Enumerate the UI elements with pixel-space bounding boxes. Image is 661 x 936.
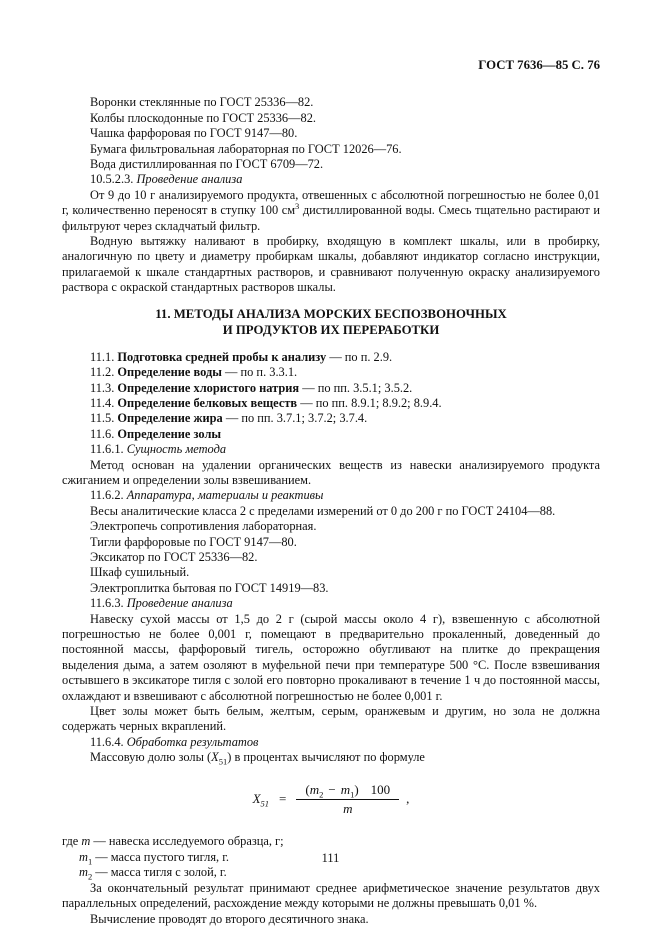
section-title: Сущность метода [126, 442, 227, 457]
paragraph-sample-prep [62, 188, 600, 234]
formula-lhs-var: X [252, 791, 261, 807]
paragraph-text: дистиллированной воды. Смесь тщательно растирают и фильтруют через складчатый фильтр. [62, 203, 600, 233]
equals-sign: = [279, 791, 287, 807]
item-ref: — по п. 2.9. [326, 349, 393, 364]
legend-desc: — масса пустого тигля, г. [92, 849, 229, 864]
running-header: ГОСТ 7636—85 С. 76 [478, 58, 600, 72]
minus-sign: − [328, 781, 336, 797]
item-ref: — по пп. 3.5.1; 3.5.2. [299, 380, 413, 395]
fraction [296, 782, 399, 817]
fraction-numerator [296, 782, 399, 800]
fraction-denominator: m [343, 801, 353, 817]
formula-intro-text: Массовую долю золы ( [90, 750, 212, 765]
legend-symbol: m [79, 849, 88, 864]
section-title: Обработка результатов [126, 734, 259, 749]
item-title: Определение воды [117, 365, 222, 380]
item-number: 11.6. [90, 426, 118, 441]
paragraph-text: От 9 до 10 г анализируемого продукта, отвешенных с абсолютной погрешностью не более 0,01 г, количественно переносят в ступку 100 см [62, 187, 600, 218]
page-number: 111 [321, 850, 340, 865]
method-item-11-5 [62, 411, 600, 426]
section-title: Проведение анализа [136, 172, 243, 187]
method-item-11-2 [62, 365, 600, 380]
constant-100: 100 [370, 781, 391, 797]
formula-variable: X [211, 750, 219, 765]
paren-open: ( [305, 781, 310, 797]
item-ref: — по п. 3.3.1. [221, 365, 298, 380]
formula-variable-subscript: 51 [218, 756, 228, 767]
legend-subscript: 1 [87, 856, 93, 867]
equipment-line: Весы аналитические класса 2 с пределами измерений от 0 до 200 г по ГОСТ 24104—88. [90, 503, 556, 518]
materials-line: Вода дистиллированная по ГОСТ 6709—72. [90, 157, 324, 172]
method-item-11-4 [62, 396, 600, 411]
method-item-11-1 [62, 350, 600, 365]
item-number: 11.2. [90, 365, 118, 380]
legend-row-m [62, 834, 600, 849]
section-title: Проведение анализа [126, 596, 233, 611]
section-number: 11.6.3. [90, 596, 127, 611]
section-heading-11-6-2 [62, 488, 600, 503]
legend-desc: — масса тигля с золой, г. [92, 865, 227, 880]
var-m2-subscript: 2 [319, 789, 324, 800]
section-number: 10.5.2.3. [90, 172, 137, 187]
item-number: 11.5. [90, 411, 118, 426]
chapter-heading-line2: И ПРОДУКТОВ ИХ ПЕРЕРАБОТКИ [222, 322, 440, 337]
paragraph-extract: Водную вытяжку наливают в пробирку, входящую в комплект шкалы, или в пробирку, аналогичную по цвету и диаметру пробиркам шкалы, добавляют индикатор согласно инструкции, прилагаемой к шкале стандартных растворов, и сравнивают полученную окраску анализируемого раствора с окраской стандартных растворов шкалы. [62, 234, 600, 295]
item-number: 11.1. [90, 349, 118, 364]
formula-comma: , [406, 791, 410, 807]
method-item-11-3 [62, 381, 600, 396]
formula-intro [62, 750, 600, 765]
item-title: Определение золы [117, 426, 222, 441]
paragraph-rounding: Вычисление проводят до второго десятичного знака. [90, 911, 369, 926]
legend-symbol: m [81, 834, 91, 849]
section-number: 11.6.1. [90, 442, 127, 457]
legend-subscript: 2 [87, 871, 93, 882]
superscript-cubed: 3 [295, 201, 300, 212]
legend-row-m2 [62, 865, 600, 880]
paragraph-analysis-procedure: Навеску сухой массы от 1,5 до 2 г (сырой массы около 4 г), взвешенную с абсолютной погрешностью не более 0,001 г, помещают в предварительно прокаленный, доведенный до постоянной массы, фарфоровый тигель, осторожно обугливают на плитке до прекращения выделения дыма, а затем озоляют в муфельной печи при температуре 500 °С. После взвешивания остывшего в эксикаторе тигля с золой его повторно прокаливают в течение 1 ч до постоянной массы, охлаждают и взвешивают с абсолютной погрешностью не более 0,001 г. [62, 611, 600, 703]
method-item-11-6 [62, 427, 600, 442]
legend-desc: — навеска исследуемого образца, г; [90, 834, 284, 849]
section-heading-11-6-1 [62, 442, 600, 457]
var-m2: m [309, 781, 320, 797]
paragraph-ash-color: Цвет золы может быть белым, желтым, серым, оранжевым и другим, но зола не должна содержать черных вкраплений. [62, 704, 600, 734]
var-m1-subscript: 1 [350, 789, 355, 800]
paragraph-final-result: За окончательный результат принимают среднее арифметическое значение результатов двух параллельных определений, расхождение между которыми не должны превышать 0,01 %. [62, 880, 600, 911]
formula-intro-text: ) в процентах вычисляют по формуле [227, 750, 425, 765]
chapter-heading-line1: 11. МЕТОДЫ АНАЛИЗА МОРСКИХ БЕСПОЗВОНОЧНЫХ [155, 306, 507, 321]
paren-close: ) [354, 781, 359, 797]
equipment-line: Эксикатор по ГОСТ 25336—82. [90, 549, 258, 564]
section-title: Аппаратура, материалы и реактивы [126, 488, 324, 503]
item-title: Определение жира [117, 411, 223, 426]
materials-line: Воронки стеклянные по ГОСТ 25336—82. [90, 95, 314, 110]
formula-lhs [252, 791, 270, 809]
formula-lhs-subscript: 51 [260, 798, 270, 809]
item-number: 11.4. [90, 395, 118, 410]
materials-line: Бумага фильтровальная лабораторная по ГОСТ 12026—76. [90, 141, 402, 156]
materials-line: Колбы плоскодонные по ГОСТ 25336—82. [90, 110, 316, 125]
equipment-line: Тигли фарфоровые по ГОСТ 9147—80. [90, 534, 297, 549]
var-m1: m [340, 781, 351, 797]
item-ref: — по пп. 3.7.1; 3.7.2; 3.7.4. [222, 411, 368, 426]
equipment-line: Электроплитка бытовая по ГОСТ 14919—83. [90, 580, 329, 595]
item-ref: — по пп. 8.9.1; 8.9.2; 8.9.4. [297, 395, 442, 410]
chapter-heading [62, 306, 600, 338]
item-title: Определение белковых веществ [117, 395, 298, 410]
ash-mass-fraction-formula [62, 782, 600, 817]
section-number: 11.6.4. [90, 734, 127, 749]
equipment-line: Электропечь сопротивления лабораторная. [90, 519, 317, 534]
item-title: Определение хлористого натрия [117, 380, 300, 395]
section-heading-10-5-2-3 [62, 172, 600, 187]
section-heading-11-6-3 [62, 596, 600, 611]
section-number: 11.6.2. [90, 488, 127, 503]
paragraph-method-essence: Метод основан на удалении органических веществ из навески анализируемого продукта сжиганием и определении золы взвешиванием. [62, 457, 600, 487]
section-heading-11-6-4 [62, 735, 600, 750]
item-number: 11.3. [90, 380, 118, 395]
item-title: Подготовка средней пробы к анализу [117, 349, 327, 364]
legend-prefix: где [62, 834, 82, 849]
equipment-line: Шкаф сушильный. [90, 565, 190, 580]
materials-line: Чашка фарфоровая по ГОСТ 9147—80. [90, 126, 298, 141]
legend-symbol: m [79, 865, 88, 880]
